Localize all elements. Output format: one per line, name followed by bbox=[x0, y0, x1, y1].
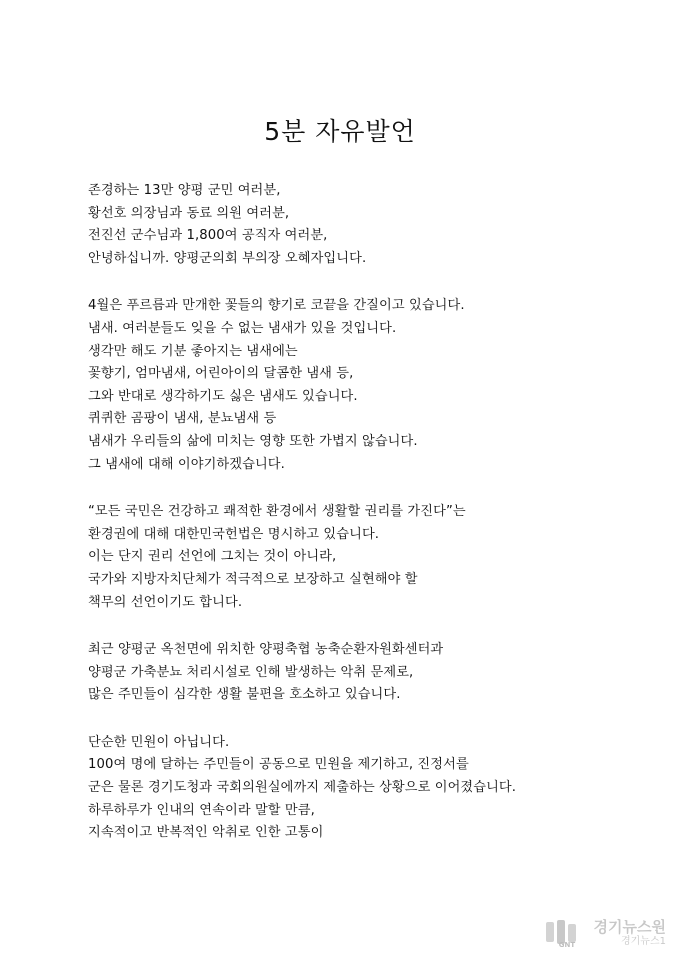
text-line: 생각만 해도 기분 좋아지는 냄새에는 bbox=[88, 343, 298, 359]
paragraph-odor-issue bbox=[88, 639, 648, 707]
text-line: 냄새. 여러분들도 잊을 수 없는 냄새가 있을 것입니다. bbox=[88, 320, 397, 336]
text-line: 이는 단지 권리 선언에 그치는 것이 아니라, bbox=[88, 549, 337, 565]
text-line: 그와 반대로 생각하기도 싫은 냄새도 있습니다. bbox=[88, 388, 358, 404]
paragraph-constitution bbox=[88, 501, 648, 614]
text-line: 퀴퀴한 곰팡이 냄새, 분뇨냄새 등 bbox=[88, 411, 277, 427]
text-line: 100여 명에 달하는 주민들이 공동으로 민원을 제기하고, 진정서를 bbox=[88, 757, 469, 773]
text-line: 양평군 가축분뇨 처리시설로 인해 발생하는 악취 문제로, bbox=[88, 664, 414, 680]
text-line: 최근 양평군 옥천면에 위치한 양평축협 농축순환자원화센터과 bbox=[88, 642, 444, 658]
text-line: 황선호 의장님과 동료 의원 여러분, bbox=[88, 205, 290, 221]
paragraph-greeting bbox=[88, 180, 648, 270]
gnt-logo-icon bbox=[544, 918, 590, 948]
document-body bbox=[88, 180, 648, 870]
watermark-sub: 경기뉴스1 bbox=[620, 935, 666, 947]
text-line: 하루하루가 인내의 연속이라 말할 만큼, bbox=[88, 802, 315, 818]
text-line: “모든 국민은 건강하고 쾌적한 환경에서 생활할 권리를 가진다”는 bbox=[88, 504, 466, 520]
watermark-name: 경기뉴스원 bbox=[593, 917, 666, 936]
text-line: 군은 물론 경기도청과 국회의원실에까지 제출하는 상황으로 이어졌습니다. bbox=[88, 780, 517, 796]
watermark-text bbox=[593, 917, 666, 947]
paragraph-complaints bbox=[88, 732, 648, 845]
text-line: 냄새가 우리들의 삶에 미치는 영향 또한 가볍지 않습니다. bbox=[88, 433, 418, 449]
text-line: 존경하는 13만 양평 군민 여러분, bbox=[88, 183, 281, 198]
text-line: 많은 주민들이 심각한 생활 불편을 호소하고 있습니다. bbox=[88, 687, 401, 703]
text-line: 책무의 선언이기도 합니다. bbox=[88, 594, 243, 610]
text-line: 그 냄새에 대해 이야기하겠습니다. bbox=[88, 456, 285, 472]
text-line: 안녕하십니까. 양평군의회 부의장 오혜자입니다. bbox=[88, 250, 367, 266]
paragraph-smell bbox=[88, 295, 648, 476]
text-line: 전진선 군수님과 1,800여 공직자 여러분, bbox=[88, 228, 328, 244]
text-line: 지속적이고 반복적인 악취로 인한 고통이 bbox=[88, 825, 324, 841]
text-line: 4월은 푸르름과 만개한 꽃들의 향기로 코끝을 간질이고 있습니다. bbox=[88, 298, 465, 314]
text-line: 꽃향기, 엄마냄새, 어린아이의 달콤한 냄새 등, bbox=[88, 366, 354, 382]
text-line: 단순한 민원이 아닙니다. bbox=[88, 734, 230, 750]
text-line: 환경권에 대해 대한민국헌법은 명시하고 있습니다. bbox=[88, 526, 380, 542]
text-line: 국가와 지방자치단체가 적극적으로 보장하고 실현해야 할 bbox=[88, 571, 418, 587]
page-title: 5분 자유발언 bbox=[264, 117, 416, 146]
watermark bbox=[544, 918, 666, 948]
watermark-logo-text: GNT bbox=[558, 941, 575, 948]
